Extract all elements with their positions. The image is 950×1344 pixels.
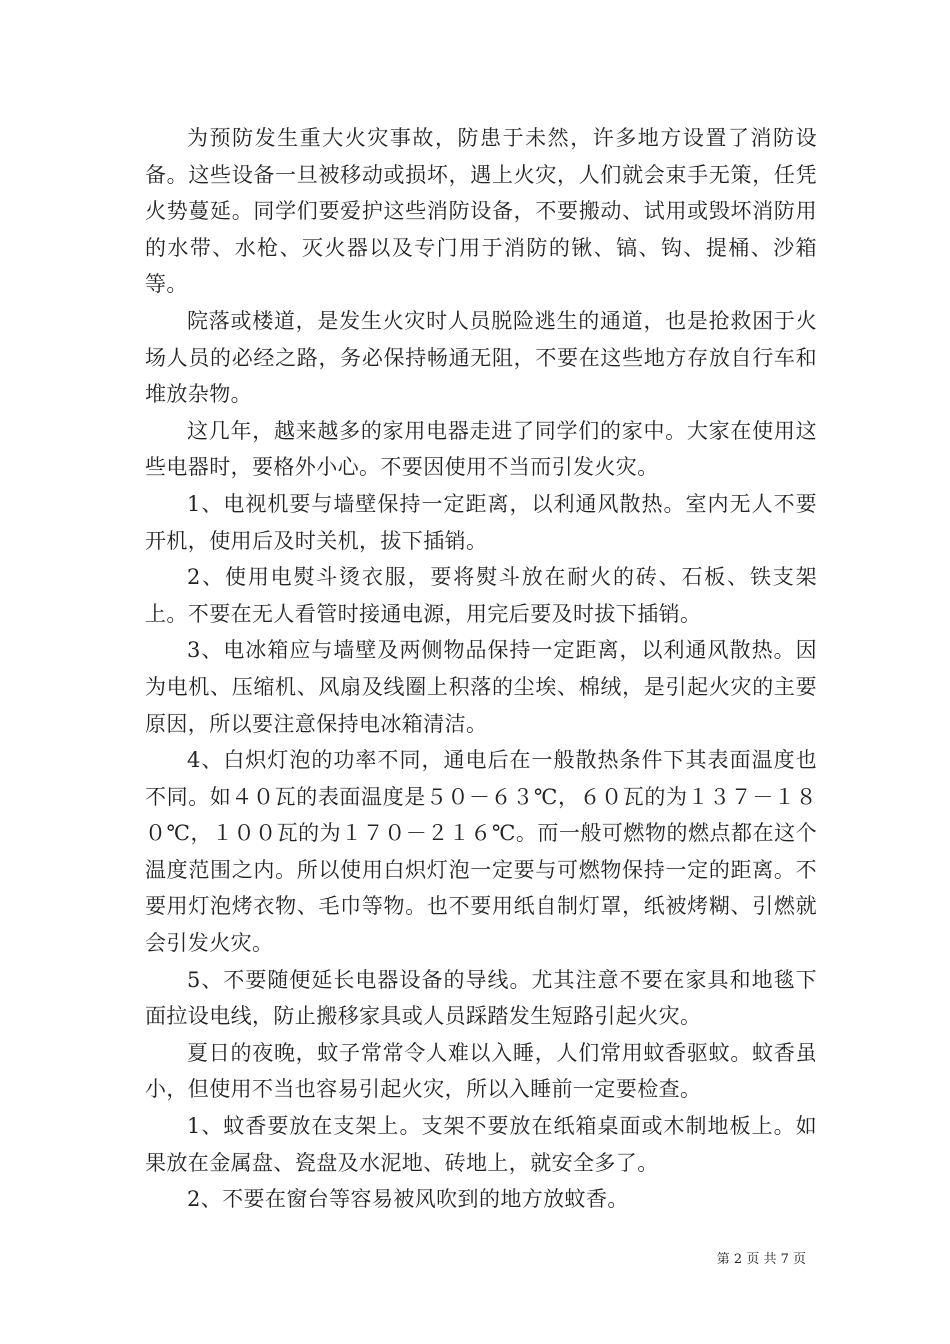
paragraph-mosquito-stand: 1、蚊香要放在支架上。支架不要放在纸箱桌面或木制地板上。如果放在金属盘、瓷盘及水泥地、砖地上，就安全多了。 — [145, 1114, 817, 1175]
document-body — [145, 120, 817, 1218]
page-number: 第 2 页 共 7 页 — [716, 1252, 806, 1267]
paragraph-tv: 1、电视机要与墙壁保持一定距离，以利通风散热。室内无人不要开机，使用后及时关机，拔下插销。 — [145, 491, 817, 553]
paragraph-iron: 2、使用电熨斗烫衣服，要将熨斗放在耐火的砖、石板、铁支架上。不要在无人看管时接通电源，用完后要及时拔下插销。 — [145, 565, 817, 626]
paragraph-fire-equipment: 为预防发生重大火灾事故，防患于未然，许多地方设置了消防设备。这些设备一旦被移动或损坏，遇上火灾，人们就会束手无策，任凭火势蔓延。同学们要爱护这些消防设备，不要搬动、试用或毁坏消防用的水带、水枪、灭火器以及专门用于消防的锹、镐、钩、提桶、沙箱等。 — [145, 126, 817, 297]
paragraph-wiring: 5、不要随便延长电器设备的导线。尤其注意不要在家具和地毯下面拉设电线，防止搬移家具或人员踩踏发生短路引起火灾。 — [145, 967, 817, 1029]
paragraph-mosquito-intro: 夏日的夜晚，蚊子常常令人难以入睡，人们常用蚊香驱蚊。蚊香虽小，但使用不当也容易引起火灾，所以入睡前一定要检查。 — [145, 1040, 817, 1102]
paragraph-mosquito-window: 2、不要在窗台等容易被风吹到的地方放蚊香。 — [187, 1187, 629, 1212]
paragraph-fridge: 3、电冰箱应与墙壁及两侧物品保持一定距离，以利通风散热。因为电机、压缩机、风扇及线圈上积落的尘埃、棉绒，是引起火灾的主要原因，所以要注意保持电冰箱清洁。 — [145, 638, 817, 736]
paragraph-appliances-intro: 这几年，越来越多的家用电器走进了同学们的家中。大家在使用这些电器时，要格外小心。不要因使用不当而引发火灾。 — [145, 418, 817, 480]
paragraph-bulb: 4、白炽灯泡的功率不同，通电后在一般散热条件下其表面温度也不同。如４０瓦的表面温度是５０－６３℃，６０瓦的为１３７－１８０℃，１００瓦的为１７０－２１６℃。而一般可燃物的燃点都在这个温度范围之内。所以使用白炽灯泡一定要与可燃物保持一定的距离。不要用灯泡烤衣物、毛巾等物。也不要用纸自制灯罩，纸被烤糊、引燃就会引发火灾。 — [145, 748, 817, 956]
paragraph-corridor: 院落或楼道，是发生火灾时人员脱险逃生的通道，也是抢救困于火场人员的必经之路，务必保持畅通无阻，不要在这些地方存放自行车和堆放杂物。 — [145, 308, 817, 407]
